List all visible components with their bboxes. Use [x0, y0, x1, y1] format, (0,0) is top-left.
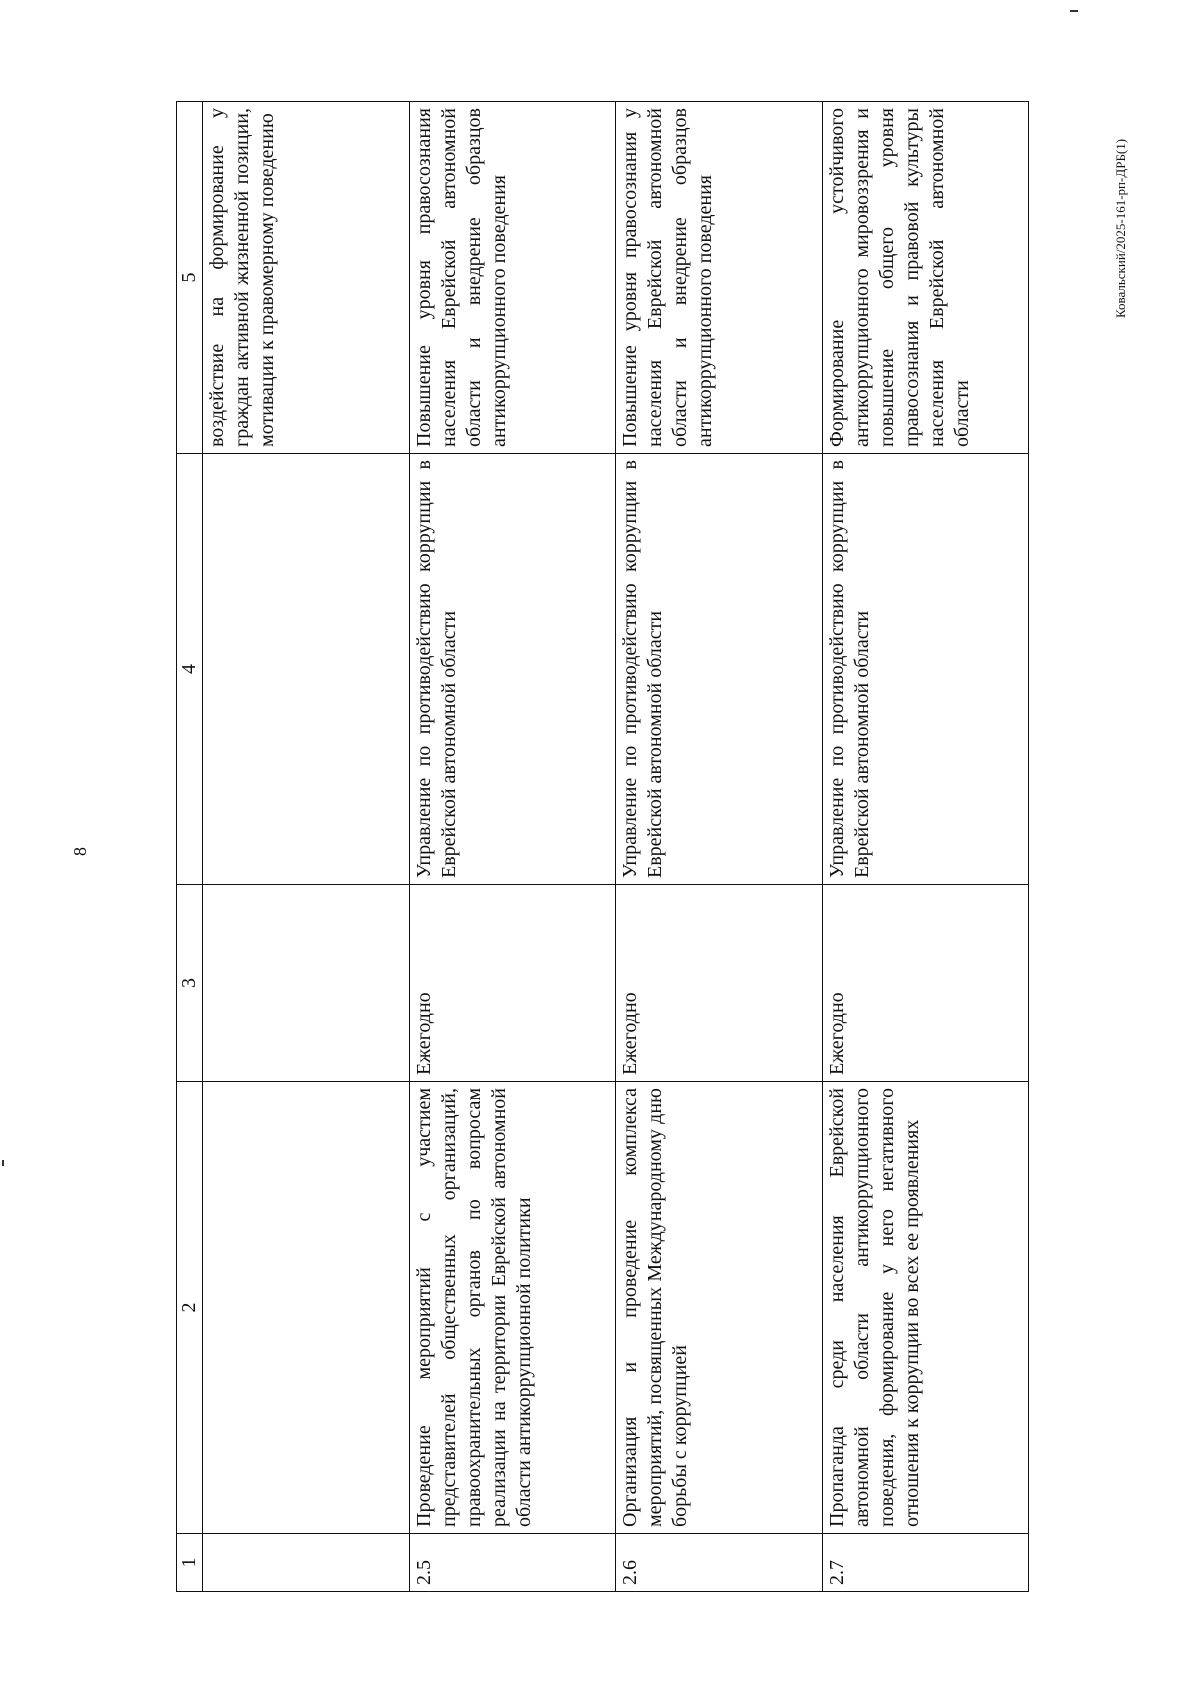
cell-result: воздействие на формирование у граждан активной жизненной позиции, мотивации к правомерному поведению: [203, 102, 410, 454]
header-col-5: 5: [177, 102, 203, 454]
table-row: [409, 102, 616, 1592]
header-col-3: 3: [177, 885, 203, 1082]
cell-num: 2.7: [822, 1534, 1029, 1592]
table-row: [616, 102, 823, 1592]
header-col-2: 2: [177, 1082, 203, 1534]
cell-executor: Управление по противодействию коррупции в Еврейской автономной области: [616, 454, 823, 885]
scan-mark: [2, 1160, 4, 1166]
cell-executor: [203, 454, 410, 885]
cell-result: Повышение уровня правосознания у населения Еврейской автономной области и внедрение образцов антикоррупционного поведения: [616, 102, 823, 454]
measures-table: [176, 102, 1029, 1592]
header-col-1: 1: [177, 1534, 203, 1592]
cell-action: [203, 1082, 410, 1534]
document-id: Ковальский/2025-161-рп-ДРБ(1): [1113, 138, 1128, 318]
table-row: [203, 102, 410, 1592]
scan-mark: [1070, 10, 1078, 12]
cell-executor: Управление по противодействию коррупции в Еврейской автономной области: [822, 454, 1029, 885]
page-number: 8: [70, 847, 90, 856]
header-col-4: 4: [177, 454, 203, 885]
cell-result: Формирование устойчивого антикоррупционного мировоззрения и повышение общего уровня правосознания и правовой культуры населения Еврейской автономной области: [822, 102, 1029, 454]
cell-term: Ежегодно: [616, 885, 823, 1082]
cell-num: 2.5: [409, 1534, 616, 1592]
cell-action: Проведение мероприятий с участием представителей общественных организаций, правоохранительных органов по вопросам реализации на территории Еврейской автономной области антикоррупционной политики: [409, 1082, 616, 1534]
cell-num: [203, 1534, 410, 1592]
cell-num: 2.6: [616, 1534, 823, 1592]
cell-result: Повышение уровня правосознания населения Еврейской автономной области и внедрение образцов антикоррупционного поведения: [409, 102, 616, 454]
table-row: [822, 102, 1029, 1592]
cell-action: Организация и проведение комплекса мероприятий, посвященных Международному дню борьбы с коррупцией: [616, 1082, 823, 1534]
cell-executor: Управление по противодействию коррупции в Еврейской автономной области: [409, 454, 616, 885]
cell-term: Ежегодно: [822, 885, 1029, 1082]
header-row: [177, 102, 203, 1592]
cell-action: Пропаганда среди населения Еврейской автономной области антикоррупционного поведения, формирование у него негативного отношения к коррупции во всех ее проявлениях: [822, 1082, 1029, 1534]
cell-term: [203, 885, 410, 1082]
cell-term: Ежегодно: [409, 885, 616, 1082]
